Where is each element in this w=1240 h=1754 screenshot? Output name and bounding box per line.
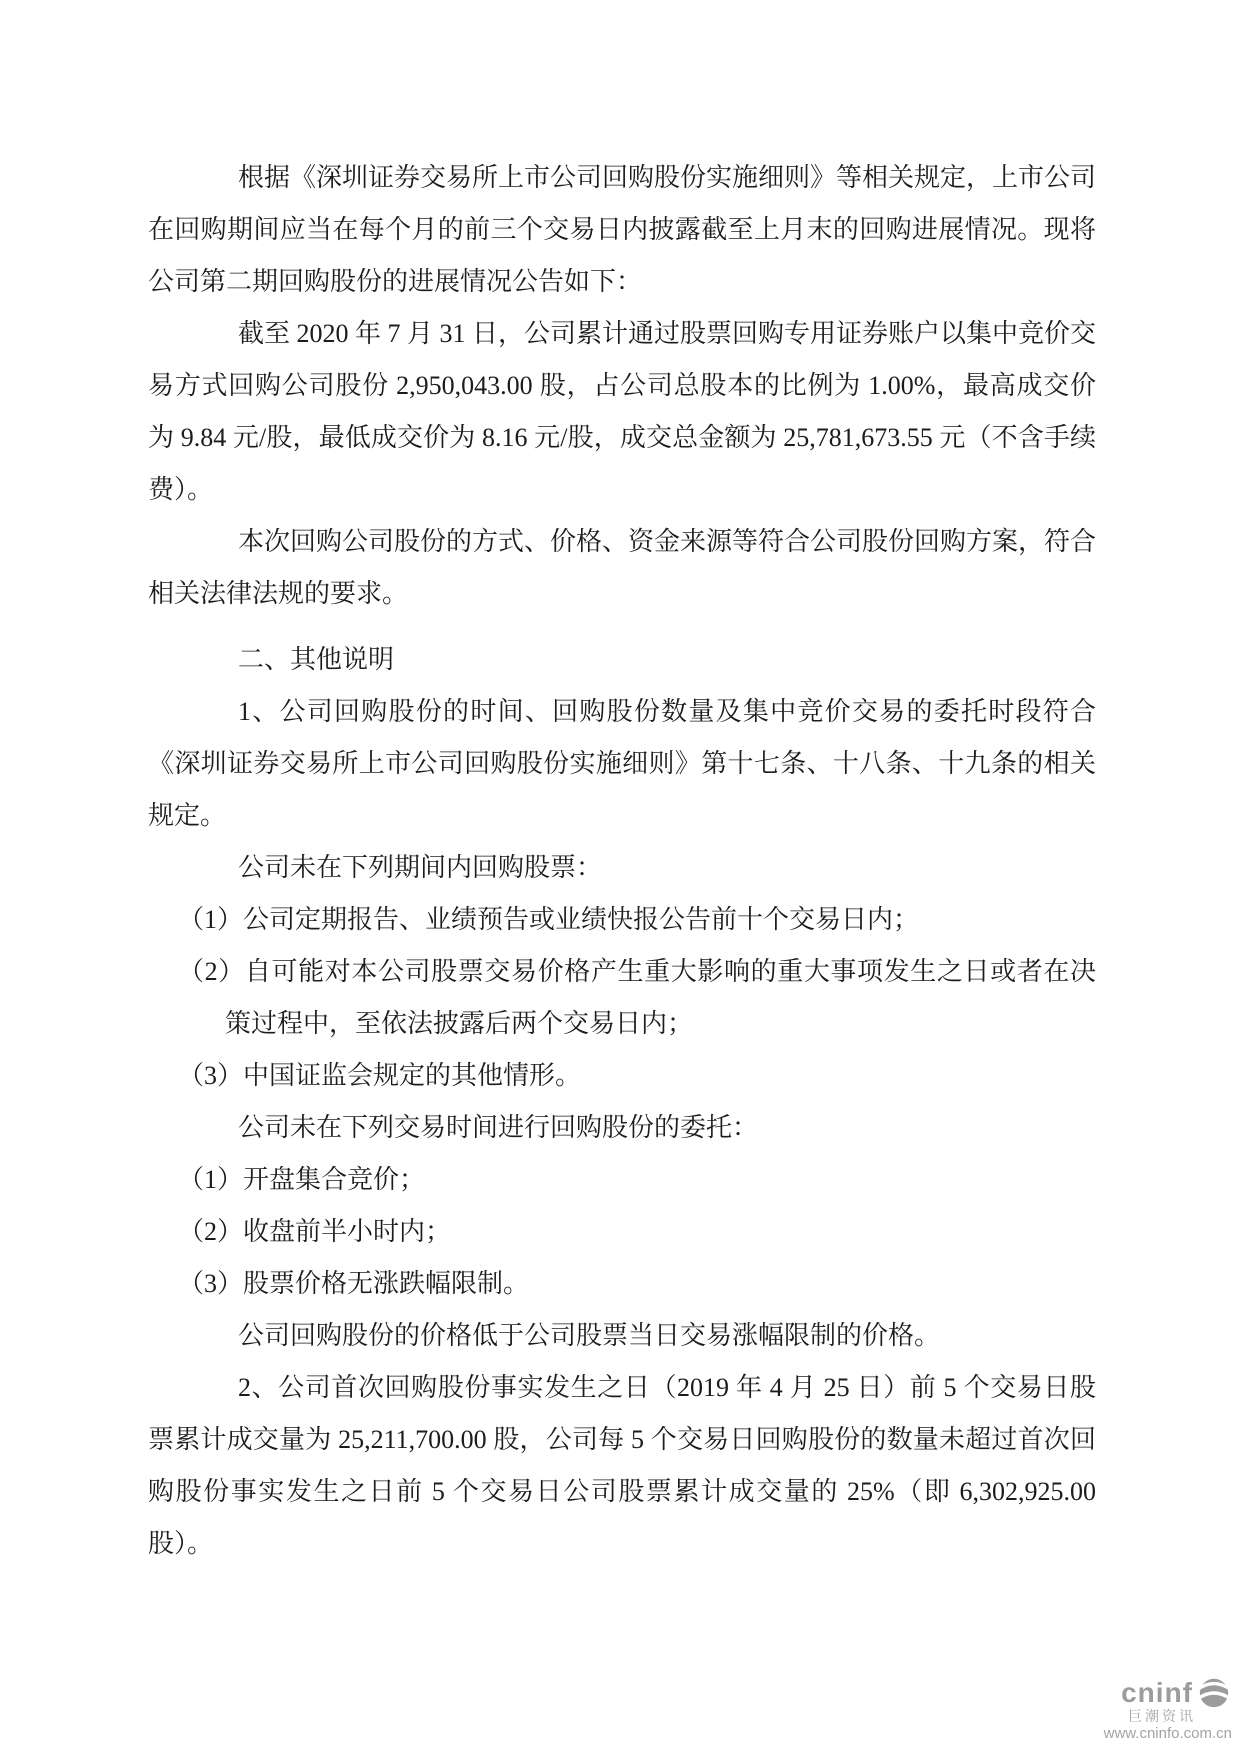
list-item: （1）开盘集合竞价； xyxy=(178,1165,426,1194)
list-item: （2）自可能对本公司股票交易价格产生重大影响的重大事项发生之日或者在决策过程中，至依法披露后两个交易日内； xyxy=(178,957,1096,1038)
section-heading-other-notes: 二、其他说明 xyxy=(238,645,395,674)
cninfo-swirl-logo-icon xyxy=(1196,1675,1232,1711)
paragraph: 根据《深圳证券交易所上市公司回购股份实施细则》等相关规定，上市公司在回购期间应当在每个月的前三个交易日内披露截至上月末的回购进展情况。现将公司第二期回购股份的进展情况公告如下： xyxy=(148,163,1097,296)
list-item: （3）中国证监会规定的其他情形。 xyxy=(178,1061,582,1090)
list-item: （3）股票价格无涨跌幅限制。 xyxy=(178,1269,530,1298)
paragraph: 1、公司回购股份的时间、回购股份数量及集中竞价交易的委托时段符合《深圳证券交易所上市公司回购股份实施细则》第十七条、十八条、十九条的相关规定。 xyxy=(148,697,1096,830)
list-item: （1）公司定期报告、业绩预告或业绩快报公告前十个交易日内； xyxy=(178,905,920,934)
cninfo-watermark xyxy=(1104,1675,1232,1742)
document-body xyxy=(148,152,1096,1570)
paragraph: 公司未在下列期间内回购股票： xyxy=(238,853,603,882)
watermark-site-url: www.cninfo.com.cn xyxy=(1103,1724,1232,1742)
paragraph: 本次回购公司股份的方式、价格、资金来源等符合公司股份回购方案，符合相关法律法规的要求。 xyxy=(148,527,1097,608)
watermark-site-name: 巨潮资讯 xyxy=(1128,1708,1196,1725)
paragraph: 公司回购股份的价格低于公司股票当日交易涨幅限制的价格。 xyxy=(238,1321,941,1350)
paragraph: 公司未在下列交易时间进行回购股份的委托： xyxy=(238,1113,759,1142)
list-item: （2）收盘前半小时内； xyxy=(178,1217,452,1246)
watermark-brand-row xyxy=(1104,1675,1232,1711)
paragraph: 2、公司首次回购股份事实发生之日（2019 年 4 月 25 日）前 5 个交易日股票累计成交量为 25,211,700.00 股，公司每 5 个交易日回购股份的数量未超过首次回购股份事实发生之日前 5 个交易日公司股票累计成交量的 25%（即 6,302,925.00 股）。 xyxy=(148,1373,1096,1558)
paragraph: 截至 2020 年 7 月 31 日，公司累计通过股票回购专用证券账户以集中竞价交易方式回购公司股份 2,950,043.00 股，占公司总股本的比例为 1.00%，最高成交价为 9.84 元/股，最低成交价为 8.16 元/股，成交总金额为 25,781,673.55 元（不含手续费）。 xyxy=(148,319,1097,504)
watermark-brand-text: cninf xyxy=(1121,1676,1193,1708)
